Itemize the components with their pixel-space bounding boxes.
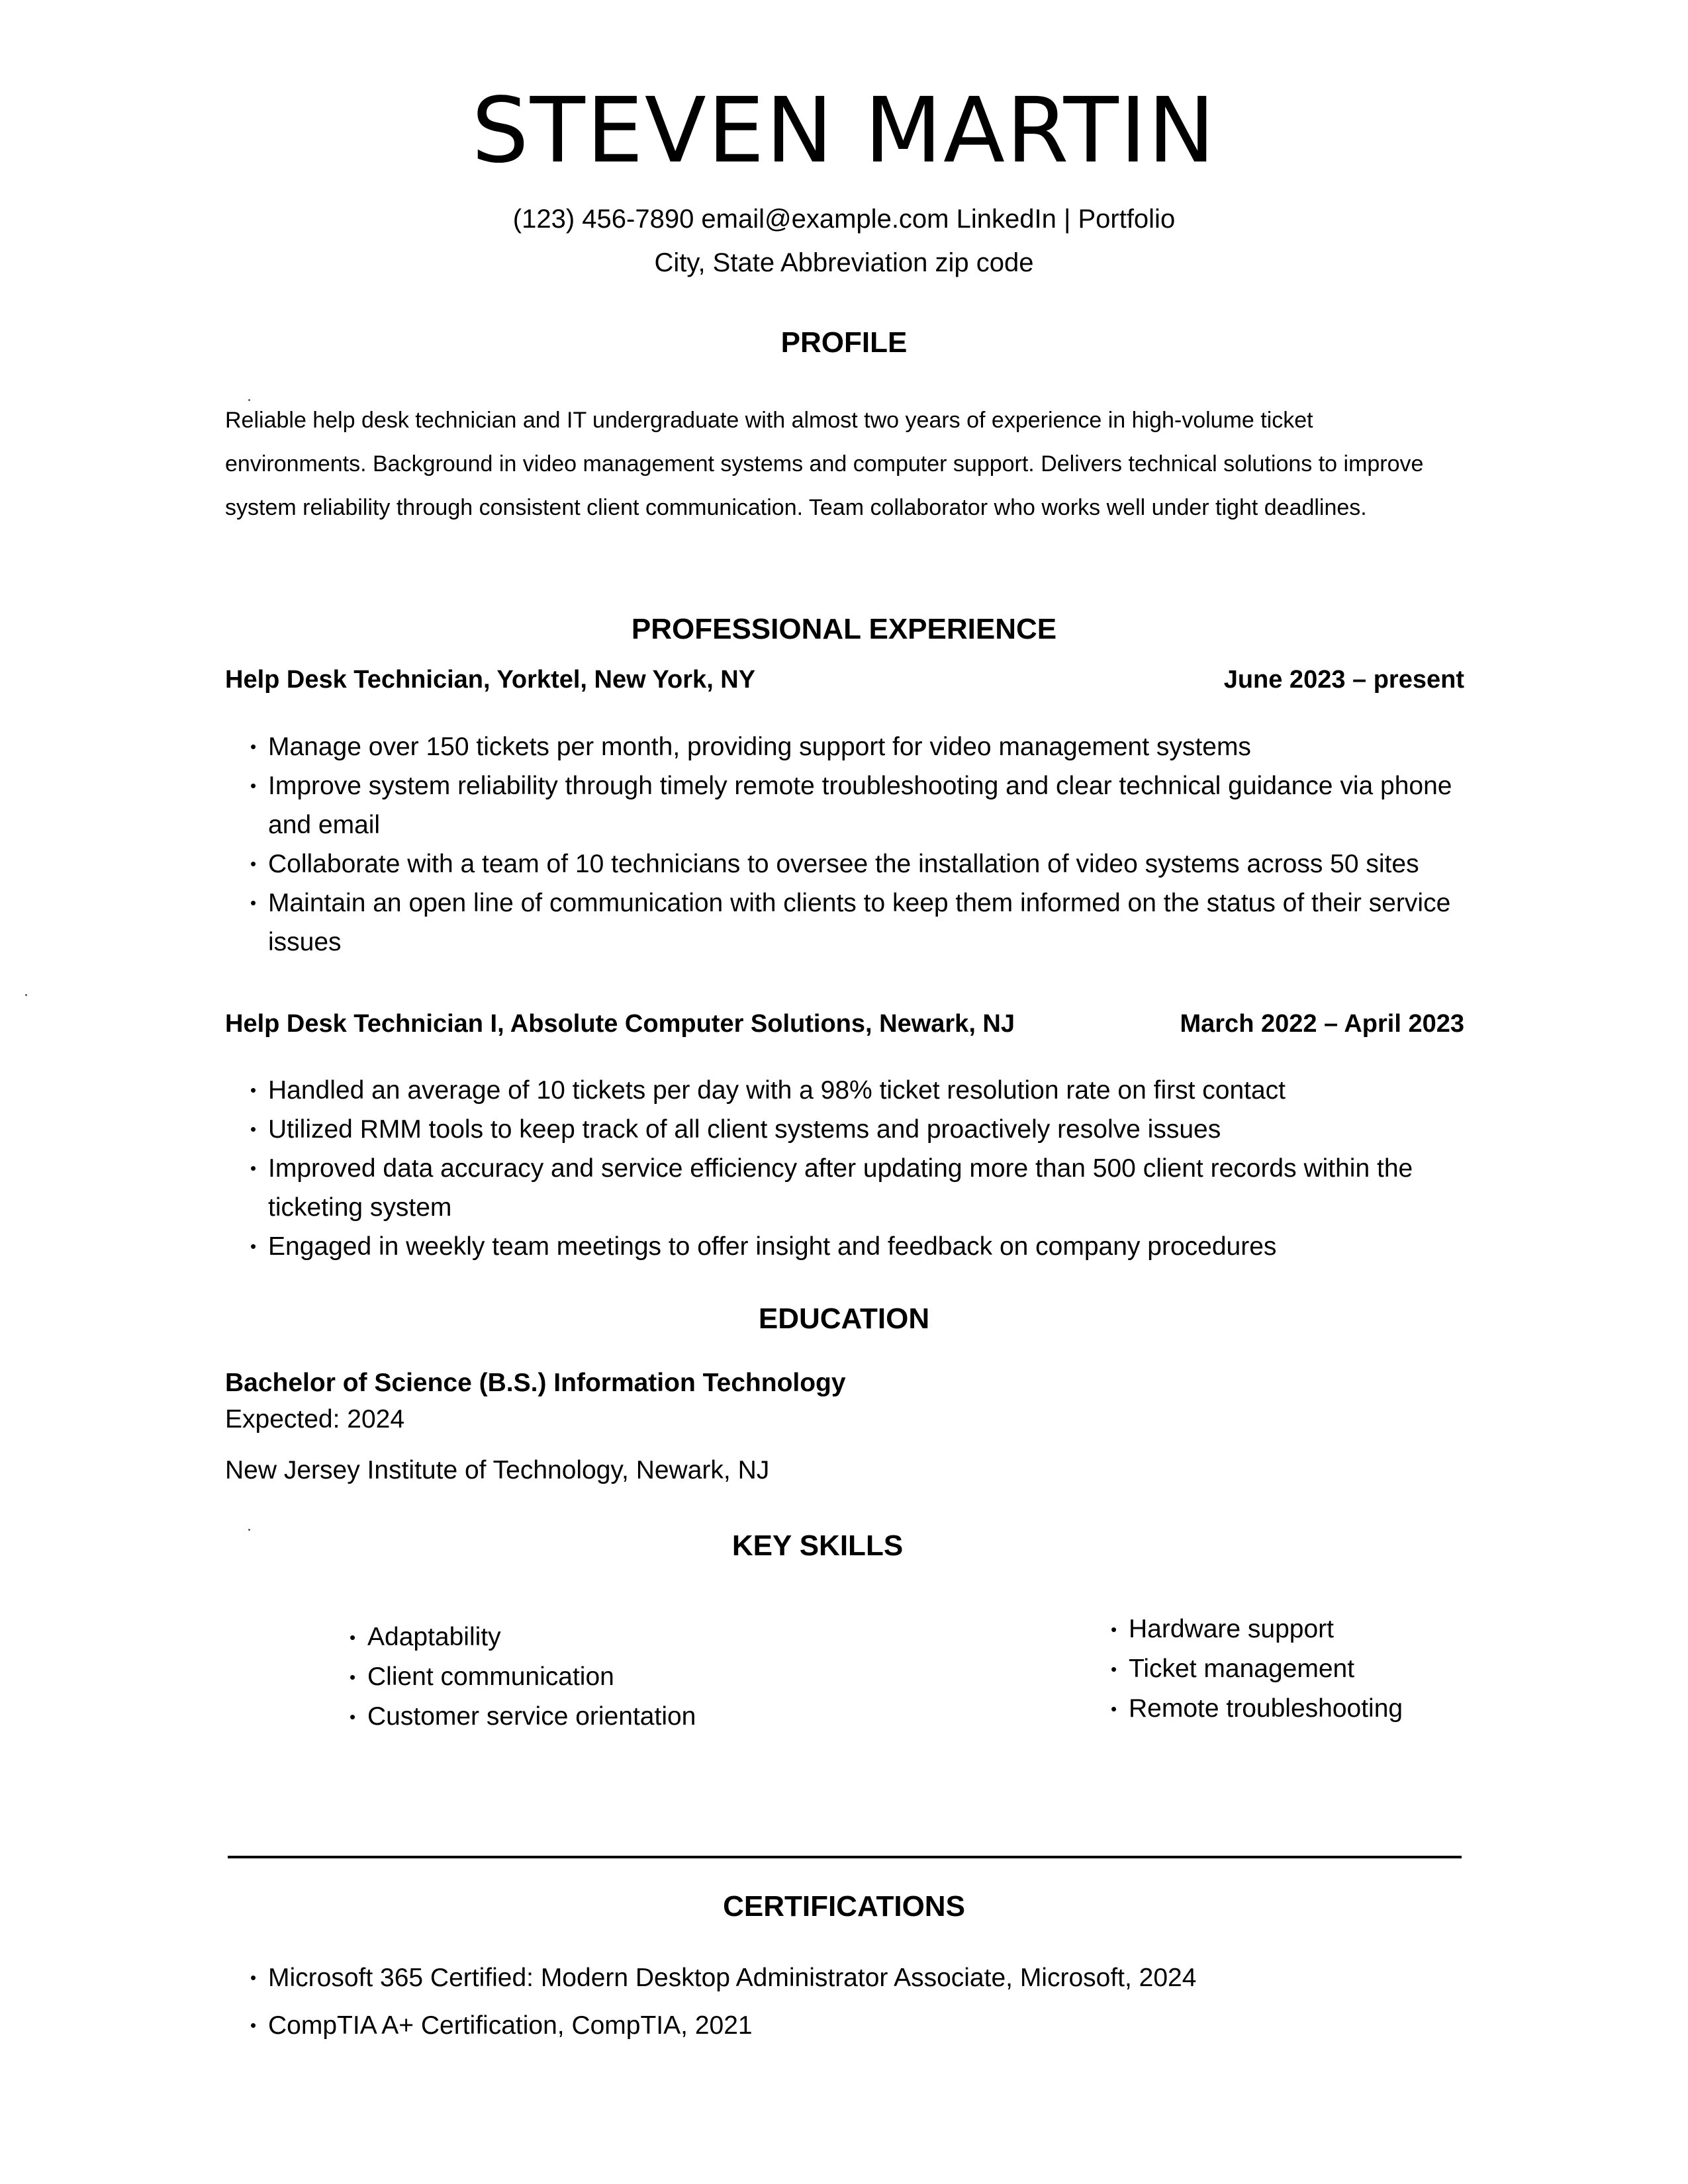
- bullet-icon: •: [250, 854, 257, 874]
- expected-date: Expected: 2024: [225, 1405, 405, 1433]
- list-item: • Maintain an open line of communication with clients to keep them informed on the status of their service issues: [225, 884, 1483, 962]
- list-item: • Handled an average of 10 tickets per day with a 98% ticket resolution rate on first contact: [225, 1071, 1483, 1110]
- job-title: Help Desk Technician I, Absolute Computer Solutions, Newark, NJ: [225, 1010, 1015, 1038]
- bullet-icon: •: [250, 737, 257, 756]
- address-line: City, State Abbreviation zip code: [654, 248, 1034, 277]
- bullet-icon: •: [350, 1707, 356, 1727]
- bullet-icon: •: [250, 1119, 257, 1139]
- bullet-icon: •: [250, 1158, 257, 1178]
- list-item: • Improved data accuracy and service efficiency after updating more than 500 client records within the ticketing system: [225, 1149, 1483, 1227]
- bullet-icon: •: [250, 1968, 257, 1987]
- skills-right-list: [1086, 1614, 1549, 1733]
- list-item: • Hardware support: [1086, 1614, 1549, 1645]
- candidate-name: STEVEN MARTIN: [471, 79, 1217, 183]
- experience-heading: PROFESSIONAL EXPERIENCE: [631, 613, 1057, 645]
- certifications-list: [225, 1958, 1483, 2054]
- bullet-icon: •: [250, 1236, 257, 1256]
- bullet-icon: •: [250, 1080, 257, 1100]
- list-item: • Remote troubleshooting: [1086, 1693, 1549, 1725]
- scan-speck: [248, 1529, 250, 1531]
- list-item: • Client communication: [324, 1661, 708, 1693]
- degree: Bachelor of Science (B.S.) Information Technology: [225, 1369, 846, 1397]
- bullet-icon: •: [1111, 1659, 1117, 1679]
- profile-heading: PROFILE: [780, 326, 908, 359]
- list-item: • Engaged in weekly team meetings to offer insight and feedback on company procedures: [225, 1227, 1483, 1266]
- list-item: • Improve system reliability through timely remote troubleshooting and clear technical guidance via phone and email: [225, 766, 1483, 844]
- list-item: • Microsoft 365 Certified: Modern Desktop Administrator Associate, Microsoft, 2024: [225, 1958, 1483, 1997]
- certifications-heading: CERTIFICATIONS: [723, 1890, 965, 1923]
- skills-left-list: [324, 1621, 708, 1741]
- list-item: • Ticket management: [1086, 1653, 1549, 1685]
- section-divider: [228, 1856, 1462, 1858]
- list-item: • CompTIA A+ Certification, CompTIA, 2021: [225, 2006, 1483, 2045]
- scan-speck: [25, 994, 27, 996]
- bullet-icon: •: [250, 893, 257, 913]
- list-item: • Adaptability: [324, 1621, 708, 1653]
- job-header-1: [225, 667, 1464, 692]
- list-item: • Collaborate with a team of 10 technicians to oversee the installation of video systems across 50 sites: [225, 844, 1483, 884]
- profile-summary: Reliable help desk technician and IT undergraduate with almost two years of experience in high-volume ticket environments. Background in video management systems and computer support. Delivers technical solutions to improve system reliability through consistent client communication. Team collaborator who works well under tight deadlines.: [225, 408, 1424, 520]
- job-2-bullets: [225, 1071, 1483, 1266]
- school: New Jersey Institute of Technology, Newark, NJ: [225, 1456, 770, 1484]
- bullet-icon: •: [1111, 1699, 1117, 1719]
- bullet-icon: •: [350, 1667, 356, 1687]
- job-1-bullets: [225, 727, 1483, 962]
- job-dates: June 2023 – present: [1223, 666, 1464, 694]
- bullet-icon: •: [250, 2015, 257, 2035]
- job-header-2: [225, 1011, 1464, 1036]
- list-item: • Utilized RMM tools to keep track of all client systems and proactively resolve issues: [225, 1110, 1483, 1149]
- job-dates: March 2022 – April 2023: [1180, 1010, 1464, 1038]
- job-title: Help Desk Technician, Yorktel, New York, NY: [225, 666, 756, 694]
- list-item: • Manage over 150 tickets per month, providing support for video management systems: [225, 727, 1483, 766]
- education-heading: EDUCATION: [758, 1302, 930, 1335]
- skills-heading: KEY SKILLS: [731, 1529, 904, 1562]
- list-item: • Customer service orientation: [324, 1701, 708, 1733]
- bullet-icon: •: [250, 776, 257, 796]
- bullet-icon: •: [350, 1627, 356, 1647]
- contact-line: (123) 456-7890 email@example.com LinkedIn | Portfolio: [512, 205, 1176, 234]
- bullet-icon: •: [1111, 1619, 1117, 1639]
